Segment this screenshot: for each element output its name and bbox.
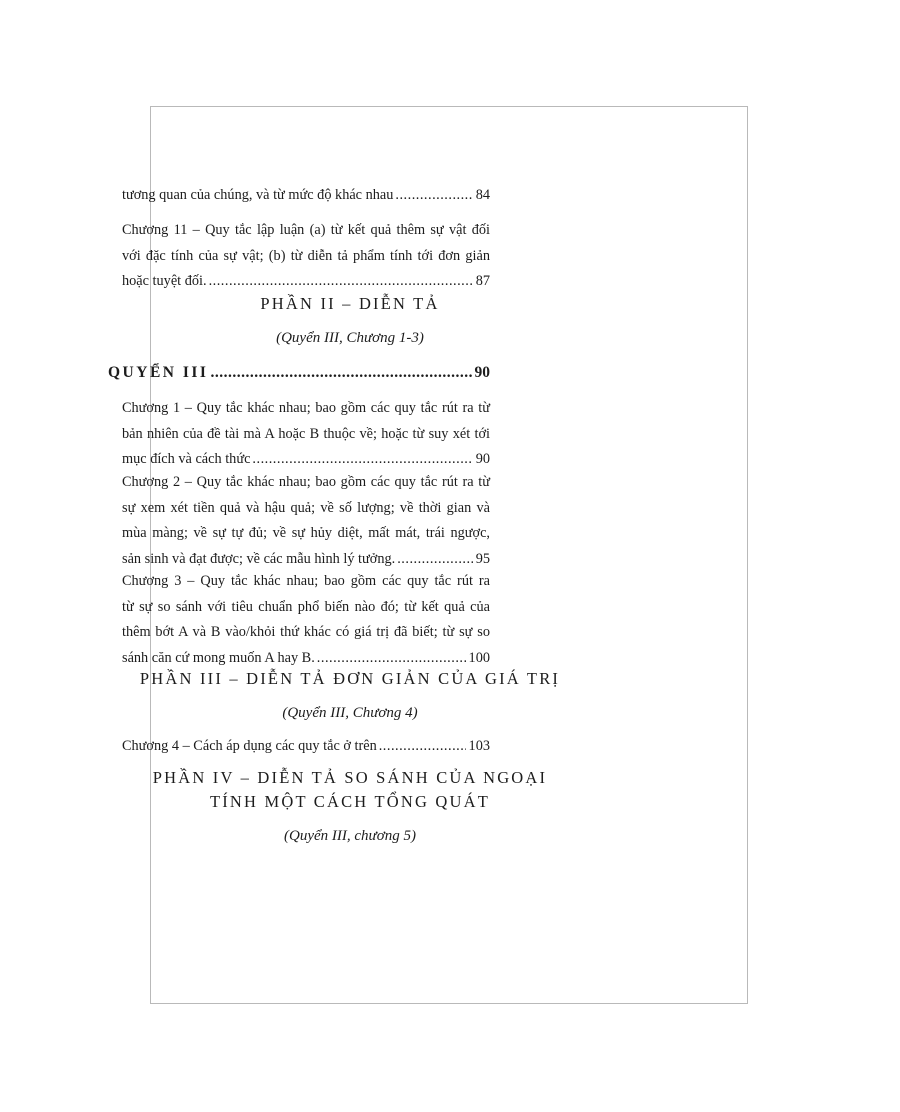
toc-line: Chương 2 – Quy tắc khác nhau; bao gồm các quy tắc rút ra từ [122,474,490,490]
dot-leader [395,183,472,209]
page-number: 84 [475,187,490,203]
toc-line: mùa màng; về sự tự đủ; về sự hủy diệt, mất mát, trái ngược, [122,525,490,542]
page-number: 95 [475,550,490,567]
dot-leader [209,269,473,295]
part-title: PHẦN III – DIỄN TẢ ĐƠN GIẢN CỦA GIÁ TRỊ [139,669,561,688]
toc-entry-text: sản sinh và đạt được; về các mẫu hình lý tưởng. [122,550,396,567]
toc-line [122,447,490,473]
page-number: 87 [475,273,490,290]
toc-line: từ sự so sánh với tiêu chuẩn phổ biến nào đó; từ kết quả của [122,598,490,615]
toc-entry-chapter-2 [122,470,490,572]
toc-entry-chapter-1 [122,396,490,473]
toc-line: thêm bớt A và B vào/khỏi thứ khác có giá trị đã biết; từ sự so [122,624,490,641]
toc-line [122,734,490,760]
book-heading [108,361,490,385]
toc-entry-chapter-4 [122,734,490,760]
toc-entry-chapter-11 [122,218,490,295]
toc-entry-chapter-3 [122,569,490,671]
page-number: 90 [475,451,490,468]
toc-entry-text: tương quan của chúng, và từ mức độ khác nhau [122,187,394,203]
toc-line: với đặc tính của sự vật; (b) từ diễn tả phẩm tính tới đơn giản [122,247,490,264]
toc-line: sự xem xét tiền quả và hậu quả; về số lượng; về thời gian và [122,499,490,516]
dot-leader [379,734,466,760]
toc-entry [122,183,490,209]
toc-entry-text: mục đích và cách thức [122,451,251,468]
page-number: 90 [474,364,490,381]
book-label: QUYỂN III [108,364,209,381]
part-subtitle: (Quyển III, Chương 1-3) [276,330,424,346]
toc-line [122,269,490,295]
dot-leader [252,447,472,473]
part-subtitle: (Quyển III, Chương 4) [282,705,418,721]
toc-line [122,183,490,209]
toc-line: Chương 3 – Quy tắc khác nhau; bao gồm các quy tắc rút ra [122,573,490,589]
toc-line: Chương 11 – Quy tắc lập luận (a) từ kết quả thêm sự vật đối [122,222,490,238]
toc-line: Chương 1 – Quy tắc khác nhau; bao gồm các quy tắc rút ra từ [122,400,490,416]
part-title: PHẦN IV – DIỄN TẢ SO SÁNH CỦA NGOẠI [152,768,548,787]
page-number: 103 [468,738,490,754]
toc-entry-text: Chương 4 – Cách áp dụng các quy tắc ở trên [122,738,377,754]
toc-entry-text: sánh căn cứ mong muốn A hay B. [122,649,315,666]
part-title: TÍNH MỘT CÁCH TỔNG QUÁT [209,792,491,811]
part-title: PHẦN II – DIỄN TẢ [260,294,440,313]
part-subtitle: (Quyển III, chương 5) [284,828,416,844]
toc-entry-text: hoặc tuyệt đối. [122,273,207,290]
dot-leader [210,361,471,385]
toc-line: bản nhiên của đề tài mà A hoặc B thuộc về; hoặc từ suy xét tới [122,425,490,442]
page-number: 100 [468,649,490,666]
